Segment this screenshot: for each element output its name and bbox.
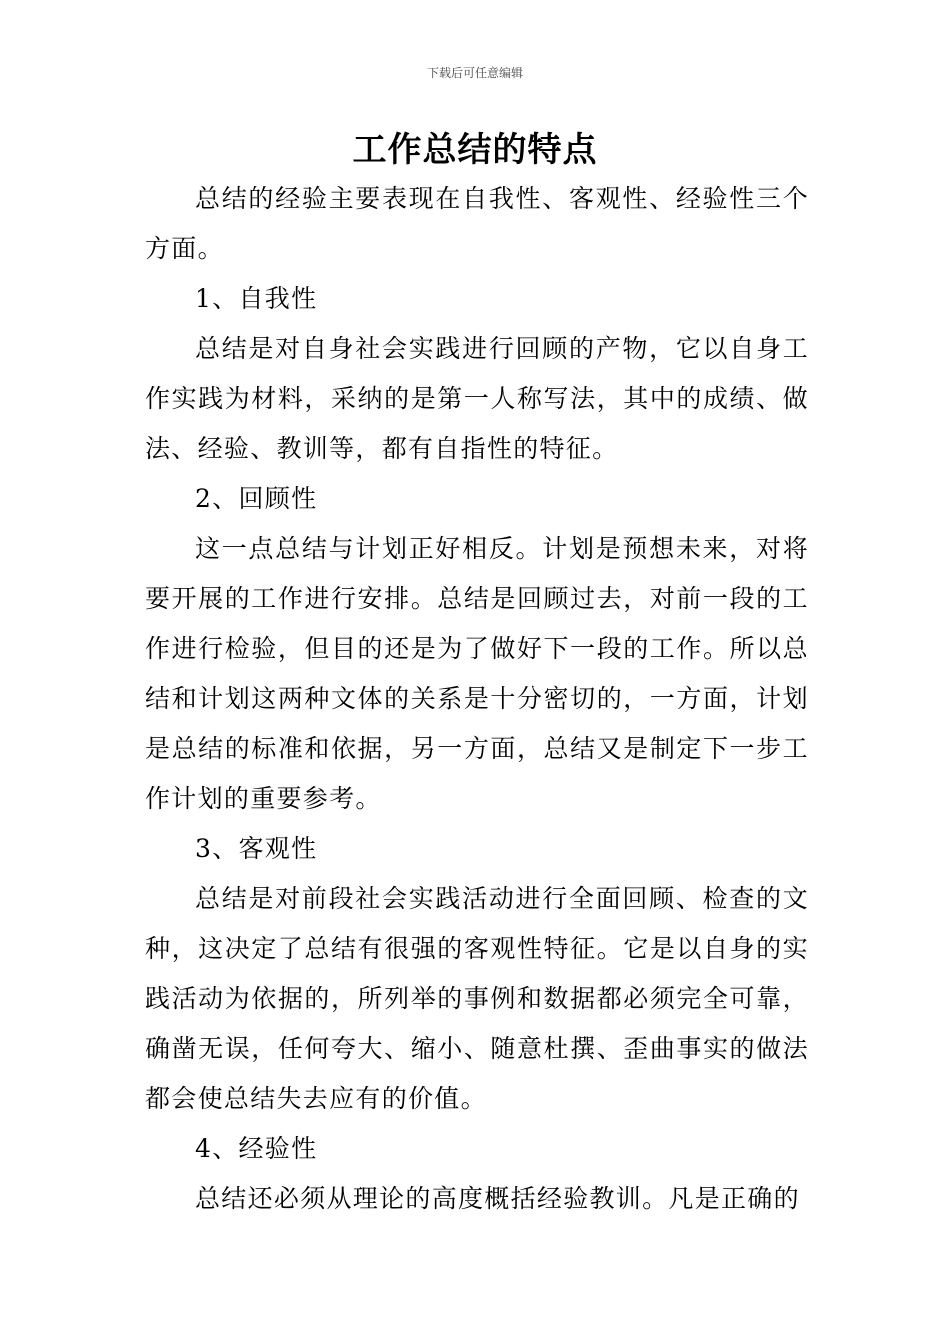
document-title: 工作总结的特点	[352, 130, 598, 170]
document-body	[145, 174, 809, 1224]
section-2-paragraph: 这一点总结与计划正好相反。计划是预想未来，对将要开展的工作进行安排。总结是回顾过去，对前一段的工作进行检验，但目的还是为了做好下一段的工作。所以总结和计划这两种文体的关系是十分密切的，一方面，计划是总结的标准和依据，另一方面，总结又是制定下一步工作计划的重要参考。	[145, 534, 809, 813]
section-4-paragraph: 总结还必须从理论的高度概括经验教训。凡是正确的	[195, 1184, 800, 1213]
section-3-paragraph: 总结是对前段社会实践活动进行全面回顾、检查的文种，这决定了总结有很强的客观性特征。它是以自身的实践活动为依据的，所列举的事例和数据都必须完全可靠，确凿无误，任何夸大、缩小、随意杜撰、歪曲事实的做法都会使总结失去应有的价值。	[145, 884, 809, 1113]
header-note: 下载后可任意编辑	[426, 66, 523, 80]
section-1-paragraph: 总结是对自身社会实践进行回顾的产物，它以自身工作实践为材料，采纳的是第一人称写法，其中的成绩、做法、经验、教训等，都有自指性的特征。	[145, 334, 809, 463]
intro-paragraph: 总结的经验主要表现在自我性、客观性、经验性三个方面。	[145, 184, 809, 263]
section-2-heading: 2、回顾性	[195, 484, 318, 513]
section-1-heading: 1、自我性	[195, 284, 318, 313]
section-3-heading: 3、客观性	[195, 834, 318, 863]
section-4-heading: 4、经验性	[195, 1134, 318, 1163]
